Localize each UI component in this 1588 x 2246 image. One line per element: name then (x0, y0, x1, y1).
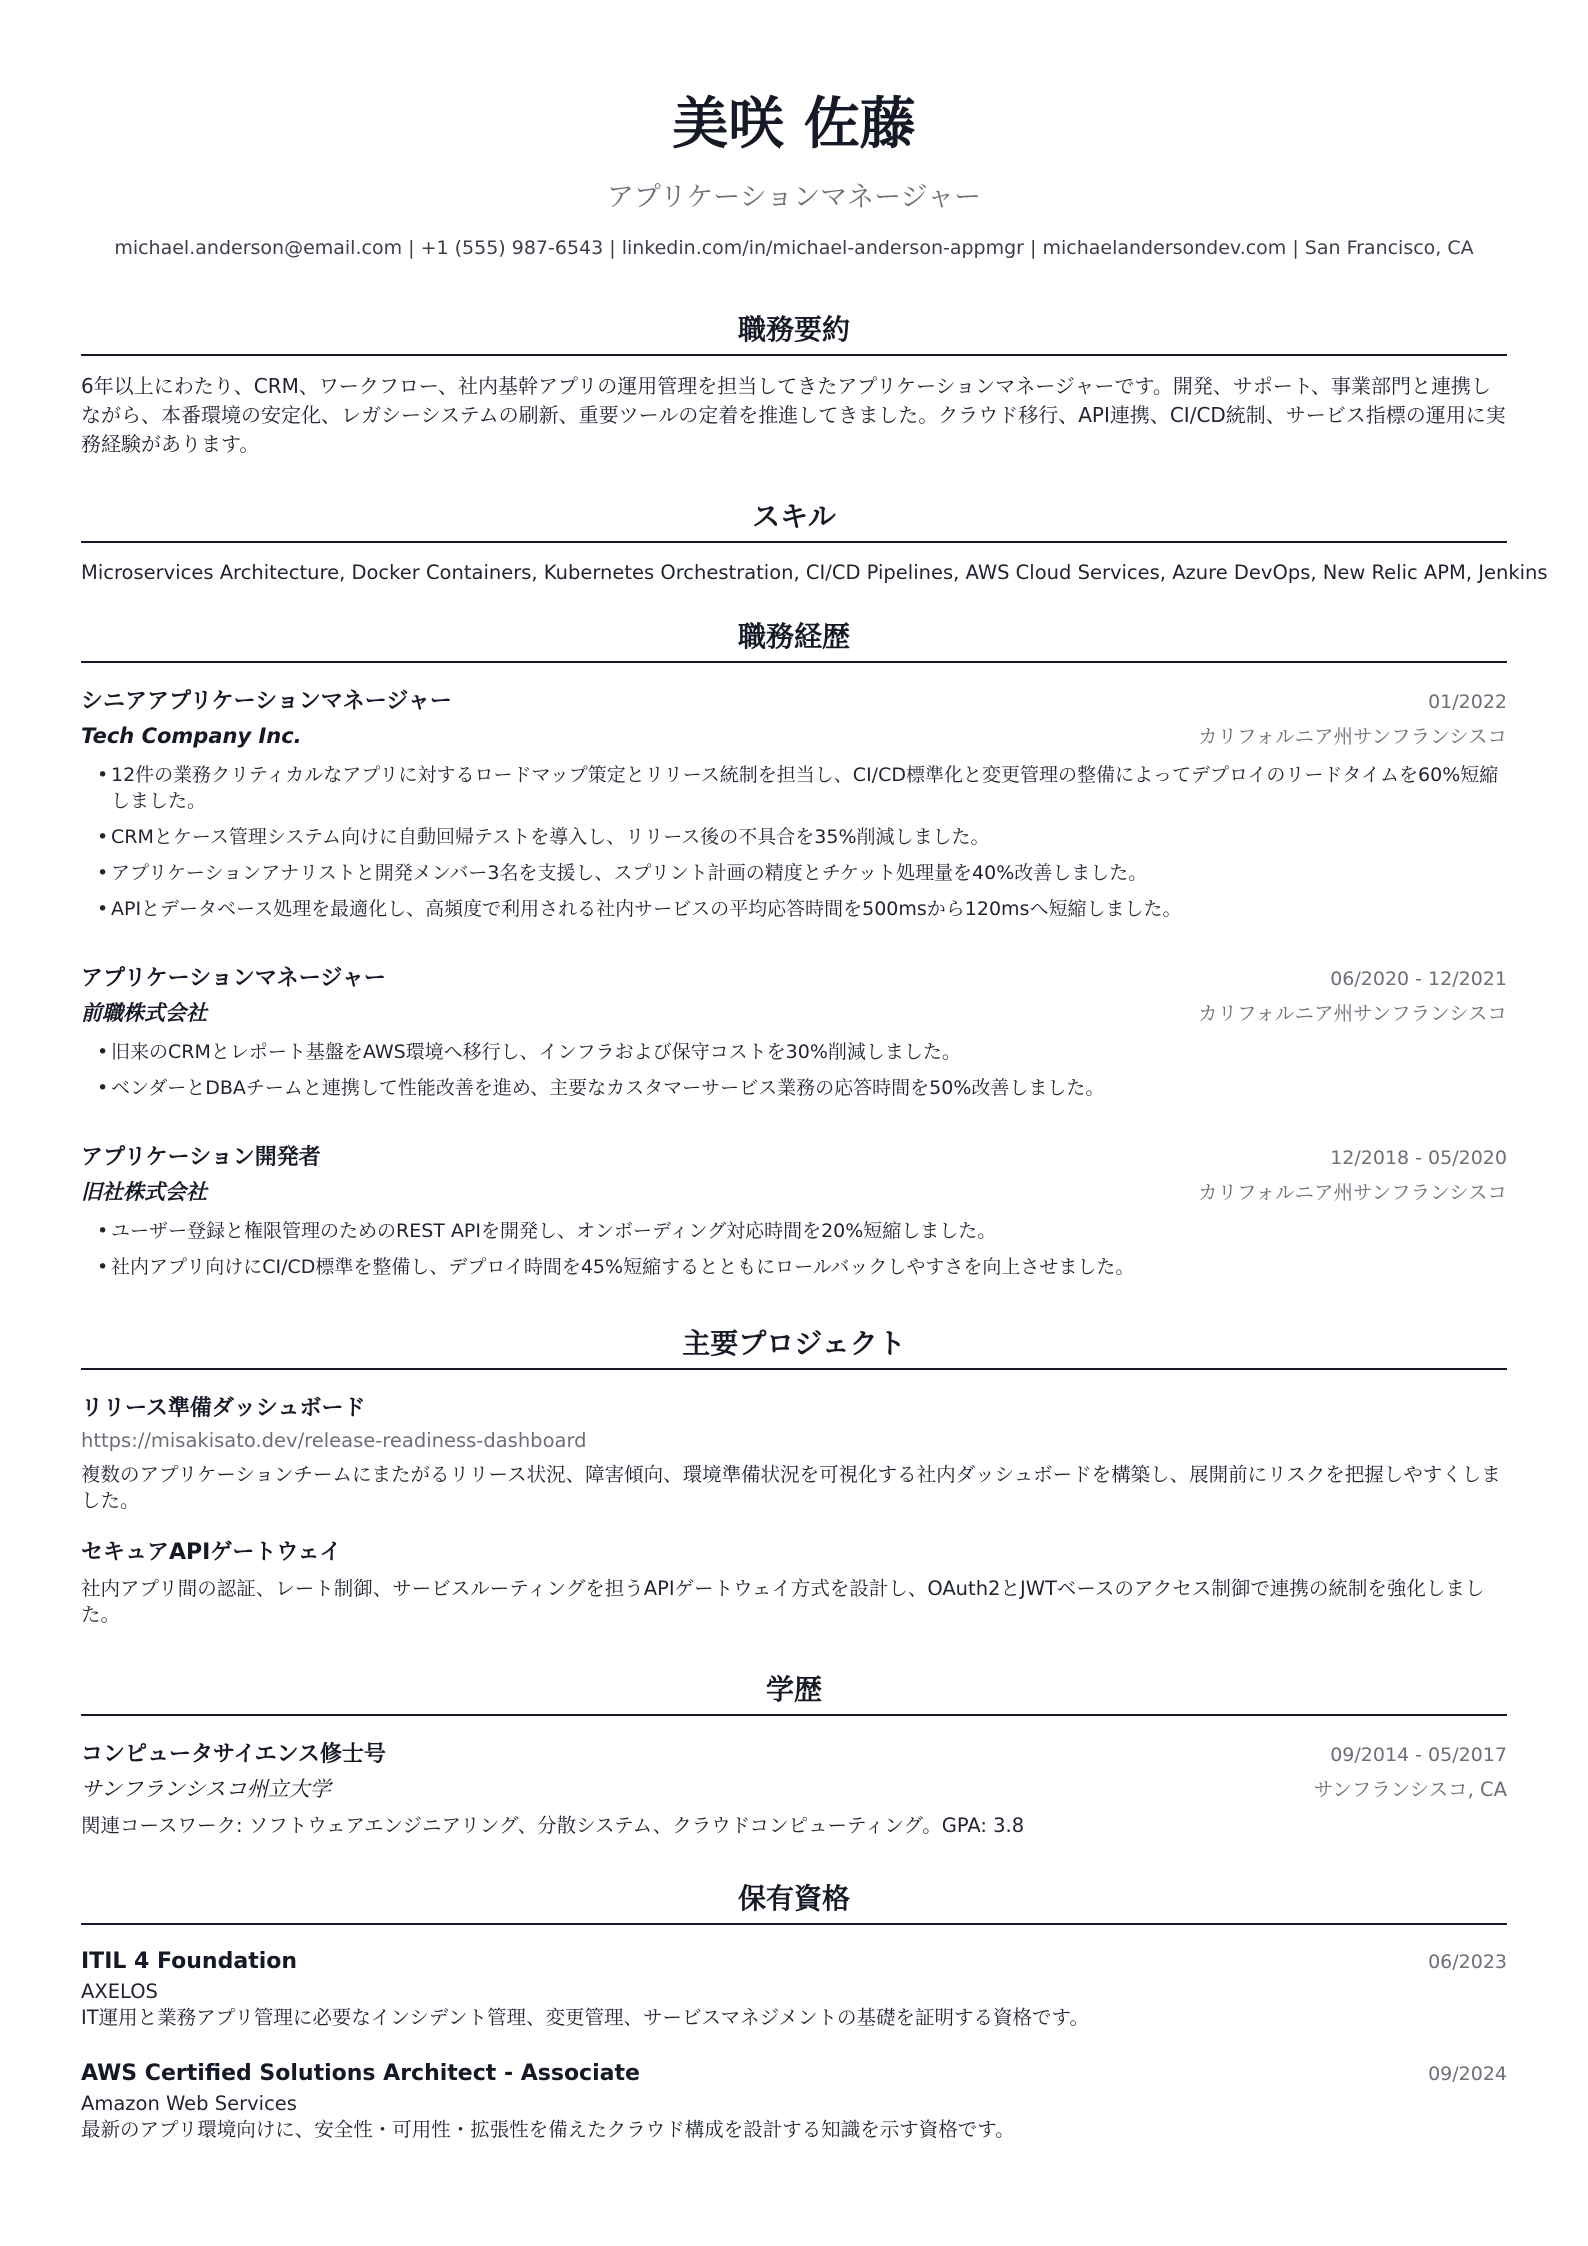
job-bullet: • 旧来のCRMとレポート基盤をAWS環境へ移行し、インフラおよび保守コストを30%削減しました。 (97, 1039, 1507, 1065)
job-bullets (81, 762, 1507, 922)
certification-issuer: Amazon Web Services (81, 2092, 297, 2115)
job-date: 01/2022 (1428, 691, 1507, 713)
certification-issuer: AXELOS (81, 1980, 158, 2003)
job-bullet: • アプリケーションアナリストと開発メンバー3名を支援し、スプリント計画の精度とチケット処理量を40%改善しました。 (97, 860, 1507, 886)
job-bullet: • ベンダーとDBAチームと連携して性能改善を進め、主要なカスタマーサービス業務の応答時間を50%改善しました。 (97, 1075, 1507, 1101)
job-company: 旧社株式会社 (81, 1180, 207, 1204)
summary-text: 6年以上にわたり、CRM、ワークフロー、社内基幹アプリの運用管理を担当してきたアプリケーションマネージャーです。開発、サポート、事業部門と連携しながら、本番環境の安定化、レガシーシステムの刷新、重要ツールの定着を推進してきました。クラウド移行、API連携、CI/CD統制、サービス指標の運用に実務経験があります。 (81, 374, 1506, 456)
education-date: 09/2014 - 05/2017 (1330, 1744, 1507, 1766)
job-bullets (81, 1218, 1507, 1280)
education-section (81, 1670, 1507, 1839)
job-date: 06/2020 - 12/2021 (1330, 968, 1507, 990)
certifications-section (81, 1879, 1507, 2143)
job-location: カリフォルニア州サンフランシスコ (1198, 1181, 1507, 1204)
section-heading-experience: 職務経歴 (81, 617, 1507, 663)
job-bullet: • 12件の業務クリティカルなアプリに対するロードマップ策定とリリース統制を担当し、CI/CD標準化と変更管理の整備によってデプロイのリードタイムを60%短縮しました。 (97, 762, 1507, 814)
job-date: 12/2018 - 05/2020 (1330, 1147, 1507, 1169)
project-description: 複数のアプリケーションチームにまたがるリリース状況、障害傾向、環境準備状況を可視化する社内ダッシュボードを構築し、展開前にリスクを把握しやすくしました。 (81, 1463, 1501, 1512)
job-entry (81, 1141, 1507, 1280)
section-heading-certifications: 保有資格 (81, 1879, 1507, 1925)
section-heading-education: 学歴 (81, 1670, 1507, 1716)
job-title: アプリケーションマネージャー (81, 966, 386, 991)
job-entry (81, 685, 1507, 922)
job-title: アプリケーション開発者 (81, 1145, 321, 1170)
project-link[interactable]: https://misakisato.dev/release-readiness-dashboard (81, 1429, 587, 1452)
experience-section (81, 617, 1507, 1280)
school-name: サンフランシスコ州立大学 (81, 1777, 331, 1801)
job-title: シニアアプリケーションマネージャー (81, 689, 452, 714)
certification-description: 最新のアプリ環境向けに、安全性・可用性・拡張性を備えたクラウド構成を設計する知識を示す資格です。 (81, 2118, 1015, 2141)
education-entry (81, 1738, 1507, 1839)
coursework: 関連コースワーク: ソフトウェアエンジニアリング、分散システム、クラウドコンピューティング。GPA: 3.8 (81, 1814, 1025, 1837)
job-location: カリフォルニア州サンフランシスコ (1198, 1002, 1507, 1025)
section-heading-skills: スキル (81, 497, 1507, 543)
job-entry (81, 962, 1507, 1101)
job-company: Tech Company Inc. (81, 724, 302, 748)
job-location: カリフォルニア州サンフランシスコ (1198, 725, 1507, 748)
certification-name: ITIL 4 Foundation (81, 1949, 298, 1974)
job-bullet: • APIとデータベース処理を最適化し、高頻度で利用される社内サービスの平均応答時間を500msから120msへ短縮しました。 (97, 896, 1507, 922)
certification-entry (81, 2057, 1507, 2143)
project-title: セキュアAPIゲートウェイ (81, 1540, 342, 1565)
skills-list: Microservices Architecture, Docker Containers, Kubernetes Orchestration, CI/CD Pipelines, AWS Cloud Services, Azure DevOps, New Relic APM, Jenkins (81, 561, 1548, 584)
degree-title: コンピュータサイエンス修士号 (81, 1742, 386, 1767)
resume-header (81, 88, 1507, 262)
candidate-name: 美咲 佐藤 (672, 91, 916, 157)
job-bullet: • ユーザー登録と権限管理のためのREST APIを開発し、オンボーディング対応時間を20%短縮しました。 (97, 1218, 1507, 1244)
certification-date: 06/2023 (1428, 1951, 1507, 1973)
school-location: サンフランシスコ, CA (1313, 1778, 1507, 1801)
certification-date: 09/2024 (1428, 2063, 1507, 2085)
job-bullet: • 社内アプリ向けにCI/CD標準を整備し、デプロイ時間を45%短縮するとともにロールバックしやすさを向上させました。 (97, 1254, 1507, 1280)
skills-section (81, 497, 1548, 587)
certification-name: AWS Certified Solutions Architect - Associate (81, 2061, 640, 2086)
contact-line: michael.anderson@email.com | +1 (555) 987-6543 | linkedin.com/in/michael-anderson-appmgr | michaelandersondev.com | San Francisco, CA (114, 237, 1474, 259)
section-heading-projects: 主要プロジェクト (81, 1324, 1507, 1370)
project-entry (81, 1536, 1507, 1628)
job-bullets (81, 1039, 1507, 1101)
project-title: リリース準備ダッシュボード (81, 1396, 366, 1421)
summary-section (81, 310, 1507, 459)
project-description: 社内アプリ間の認証、レート制御、サービスルーティングを担うAPIゲートウェイ方式を設計し、OAuth2とJWTベースのアクセス制御で連携の統制を強化しました。 (81, 1577, 1485, 1626)
section-heading-summary: 職務要約 (81, 310, 1507, 356)
projects-section (81, 1324, 1507, 1628)
candidate-title: アプリケーションマネージャー (606, 182, 982, 213)
job-company: 前職株式会社 (81, 1001, 207, 1025)
certification-description: IT運用と業務アプリ管理に必要なインシデント管理、変更管理、サービスマネジメントの基礎を証明する資格です。 (81, 2006, 1089, 2029)
job-bullet: • CRMとケース管理システム向けに自動回帰テストを導入し、リリース後の不具合を35%削減しました。 (97, 824, 1507, 850)
certification-entry (81, 1945, 1507, 2031)
project-entry (81, 1392, 1507, 1514)
